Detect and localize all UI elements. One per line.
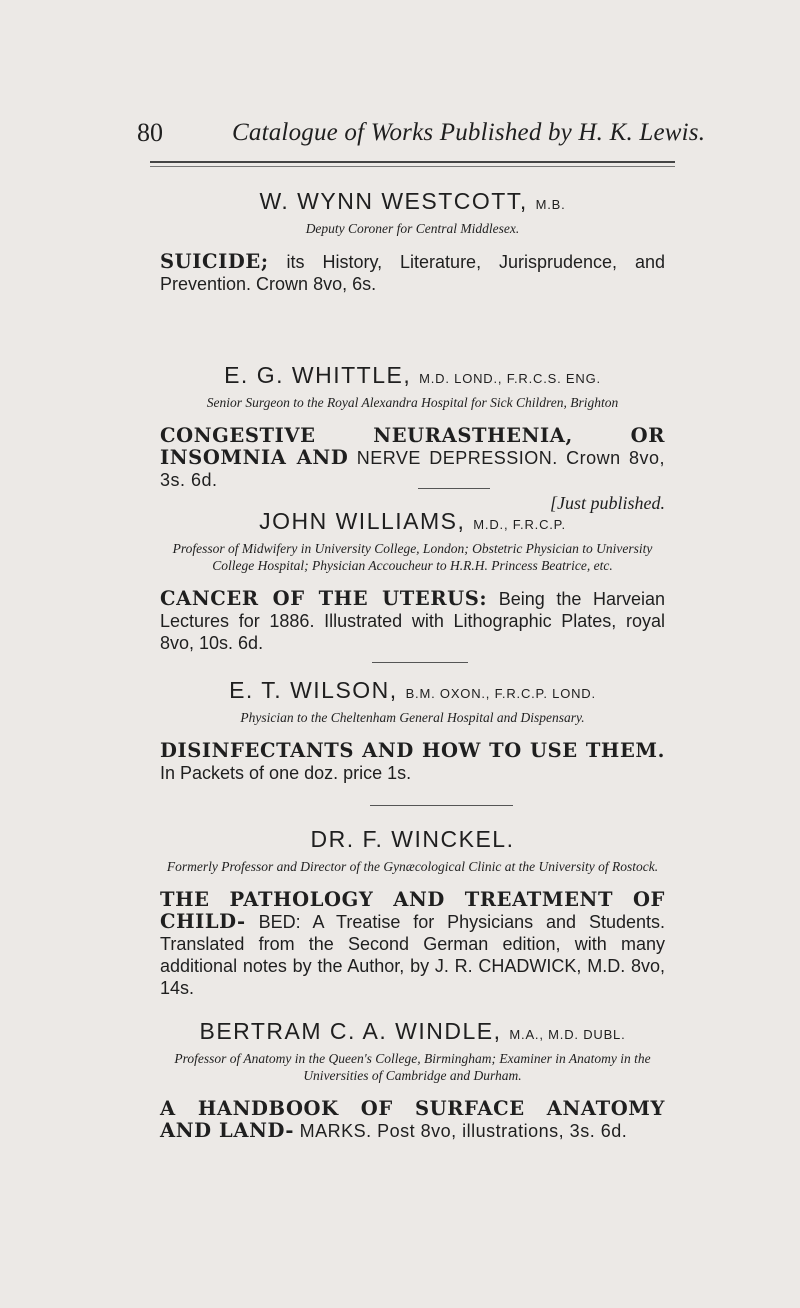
book-title: THE PATHOLOGY AND TREATMENT OF CHILD-	[160, 888, 665, 933]
author-name: W. WYNN WESTCOTT,	[259, 188, 528, 214]
book-title: CANCER OF THE UTERUS:	[160, 587, 488, 610]
author-line	[160, 362, 665, 389]
author-line	[160, 1018, 665, 1045]
book-title: SUICIDE;	[160, 250, 269, 273]
author-name: E. T. WILSON,	[229, 677, 398, 703]
author-degrees: B.M. OXON., F.R.C.P. LOND.	[405, 686, 596, 701]
book-title: CONGESTIVE NEURASTHENIA, OR INSOMNIA AND	[160, 424, 665, 469]
author-name: JOHN WILLIAMS,	[259, 508, 466, 534]
publication-note: [Just published.	[550, 493, 665, 513]
catalogue-entry	[160, 677, 665, 784]
author-affiliation: Physician to the Cheltenham General Hospital and Dispensary.	[240, 710, 585, 725]
book-description	[160, 425, 665, 491]
catalogue-entry	[160, 188, 665, 295]
author-degrees: M.A., M.D. DUBL.	[509, 1027, 626, 1042]
book-title: DISINFECTANTS AND HOW TO USE THEM.	[160, 739, 665, 762]
header-rule	[150, 161, 675, 163]
catalogue-entry	[160, 508, 665, 654]
author-line	[160, 826, 665, 853]
book-details: NERVE DEPRESSION. Crown 8vo, 3s. 6d.	[160, 448, 665, 490]
header-rule-thin	[150, 166, 675, 167]
author-line	[160, 508, 665, 535]
author-name: BERTRAM C. A. WINDLE,	[199, 1018, 502, 1044]
book-details: its History, Literature, Jurisprudence, and Prevention. Crown 8vo, 6s.	[160, 252, 665, 294]
author-affiliation: Professor of Anatomy in the Queen's College, Birmingham; Examiner in Anatomy in the Universities of Cambridge and Durham.	[174, 1051, 651, 1083]
book-details: In Packets of one doz. price 1s.	[160, 763, 412, 783]
author-name: E. G. WHITTLE,	[224, 362, 412, 388]
book-description	[160, 251, 665, 295]
book-details: MARKS. Post 8vo, illustrations, 3s. 6d.	[294, 1121, 628, 1141]
book-details: BED: A Treatise for Physicians and Students. Translated from the Second German edition, with many additional notes by the Author, by J. R. CHADWICK, M.D. 8vo, 14s.	[160, 912, 665, 998]
author-degrees: M.D., F.R.C.P.	[473, 517, 566, 532]
catalogue-entry	[160, 362, 665, 514]
book-description	[160, 740, 665, 784]
page-number: 80	[137, 118, 163, 147]
catalogue-entry	[160, 826, 665, 999]
running-title: Catalogue of Works Published by H. K. Lewis.	[232, 119, 706, 146]
page-header	[0, 118, 800, 158]
catalogue-entry	[160, 1018, 665, 1142]
author-affiliation: Senior Surgeon to the Royal Alexandra Hospital for Sick Children, Brighton	[206, 395, 619, 410]
section-divider	[370, 805, 513, 806]
book-title: A HANDBOOK OF SURFACE ANATOMY AND LAND-	[160, 1097, 665, 1142]
author-degrees: M.B.	[535, 197, 566, 212]
book-description	[160, 1098, 665, 1142]
author-name: DR. F. WINCKEL.	[310, 826, 515, 852]
author-affiliation: Professor of Midwifery in University College, London; Obstetric Physician to University College Hospital; Physician Accoucheur to H.R.H. Princess Beatrice, etc.	[172, 541, 653, 573]
author-degrees: M.D. LOND., F.R.C.S. ENG.	[419, 371, 601, 386]
book-description	[160, 889, 665, 999]
section-divider	[372, 662, 468, 663]
book-details: Being the Harveian Lectures for 1886. Illustrated with Lithographic Plates, royal 8vo, 10s. 6d.	[160, 589, 665, 653]
section-divider	[418, 488, 490, 489]
author-affiliation: Formerly Professor and Director of the Gynæcological Clinic at the University of Rostock.	[166, 859, 659, 874]
author-line	[160, 677, 665, 704]
author-line	[160, 188, 665, 215]
book-description	[160, 588, 665, 654]
author-affiliation: Deputy Coroner for Central Middlesex.	[305, 221, 520, 236]
